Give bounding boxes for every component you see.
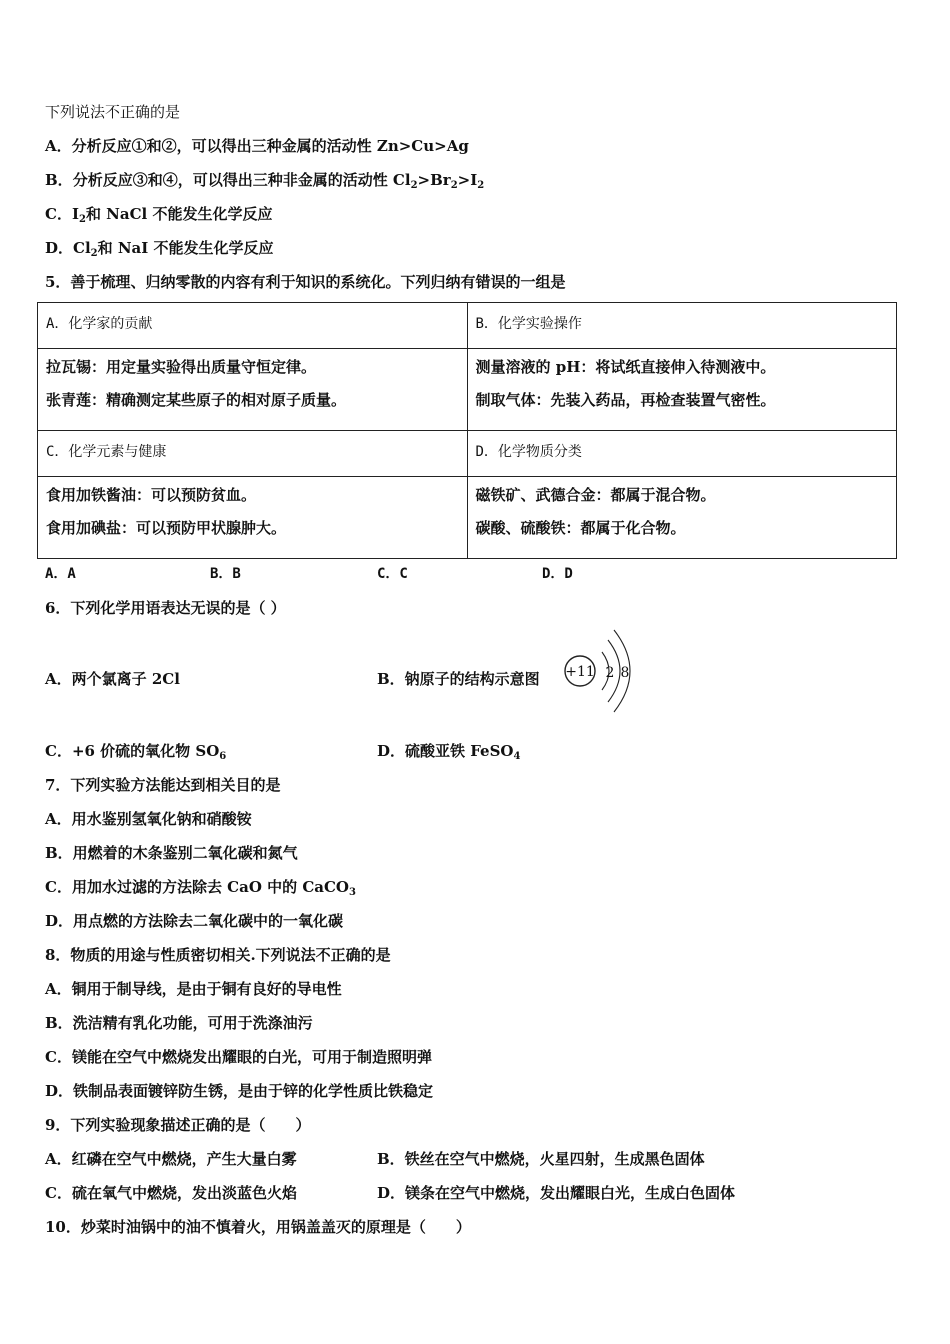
q5-a-line2: 张青莲：精确测定某些原子的相对原子质量。 bbox=[46, 391, 347, 409]
q4-option-b-mid: >Br bbox=[417, 171, 451, 189]
q7-stem: 7．下列实验方法能达到相关目的是 bbox=[45, 776, 281, 794]
q4-option-b-sub1: 2 bbox=[410, 180, 418, 191]
q5-cell-d-body bbox=[467, 477, 897, 559]
q6-stem: 6．下列化学用语表达无误的是（ ） bbox=[45, 599, 286, 617]
q5-cell-d-head bbox=[467, 431, 897, 477]
q5-cell-c-head bbox=[38, 431, 468, 477]
q9-option-b: B．铁丝在空气中燃烧，火星四射，生成黑色固体 bbox=[377, 1150, 705, 1168]
q4-option-d bbox=[45, 238, 274, 258]
q4-option-b-text: 分析反应③和④，可以得出三种非金属的活动性 Cl bbox=[72, 171, 411, 189]
q4-option-a-label: A． bbox=[45, 137, 72, 155]
q5-b-line2: 制取气体：先装入药品，再检查装置气密性。 bbox=[475, 391, 776, 409]
q5-c-line1: 食用加铁酱油：可以预防贫血。 bbox=[46, 486, 257, 504]
q4-option-b bbox=[45, 170, 484, 190]
q7-option-a: A．用水鉴别氢氧化钠和硝酸铵 bbox=[45, 810, 252, 828]
q4-option-d-pre: Cl bbox=[73, 239, 91, 257]
q5-b-head: B．化学实验操作 bbox=[475, 316, 582, 332]
q8-stem: 8．物质的用途与性质密切相关.下列说法不正确的是 bbox=[45, 946, 391, 964]
q5-cell-a-body bbox=[38, 349, 468, 431]
q4-option-c-pre: I bbox=[71, 205, 79, 223]
q5-cell-a-head bbox=[38, 303, 468, 349]
sodium-atom-diagram bbox=[558, 628, 638, 714]
q4-option-c bbox=[45, 204, 272, 224]
q4-option-b-sub3: 2 bbox=[477, 180, 485, 191]
q6-option-c-text: C．+6 价硫的氧化物 SO bbox=[45, 742, 220, 760]
q10-stem: 10．炒菜时油锅中的油不慎着火，用锅盖盖灭的原理是（ ） bbox=[45, 1218, 471, 1236]
q5-option-b: B．B bbox=[210, 566, 241, 582]
q5-d-head: D．化学物质分类 bbox=[475, 444, 582, 460]
q6-option-c-sub: 6 bbox=[219, 751, 227, 762]
q7-option-c-sub: 3 bbox=[349, 887, 356, 898]
q4-option-b-sub2: 2 bbox=[450, 180, 458, 191]
q5-option-c: C．C bbox=[377, 566, 408, 582]
q4-option-b-label: B． bbox=[45, 171, 73, 189]
q5-table bbox=[37, 302, 897, 559]
q6-option-a: A．两个氯离子 2Cl bbox=[45, 670, 180, 688]
q4-option-d-sub: 2 bbox=[90, 248, 98, 259]
q5-option-d: D．D bbox=[542, 566, 573, 582]
q8-option-a: A．铜用于制导线，是由于铜有良好的导电性 bbox=[45, 980, 342, 998]
q4-option-b-mid2: >I bbox=[457, 171, 478, 189]
q4-option-a-text: 分析反应①和②，可以得出三种金属的活动性 Zn>Cu>Ag bbox=[71, 137, 469, 155]
q4-option-c-sub: 2 bbox=[78, 214, 86, 225]
shell2-electrons: 8 bbox=[620, 665, 630, 681]
q6-option-b: B．钠原子的结构示意图 bbox=[377, 670, 540, 688]
q8-option-b: B．洗洁精有乳化功能，可用于洗涤油污 bbox=[45, 1014, 313, 1032]
q9-option-a: A．红磷在空气中燃烧，产生大量白雾 bbox=[45, 1150, 297, 1168]
q4-stem: 下列说法不正确的是 bbox=[45, 103, 181, 121]
q5-cell-c-body bbox=[38, 477, 468, 559]
q9-option-c: C．硫在氧气中燃烧，发出淡蓝色火焰 bbox=[45, 1184, 297, 1202]
q4-option-a bbox=[45, 136, 469, 156]
q7-option-c-text: C．用加水过滤的方法除去 CaO 中的 CaCO bbox=[45, 878, 349, 896]
q5-d-line1: 磁铁矿、武德合金：都属于混合物。 bbox=[475, 486, 716, 504]
q5-b-line1: 测量溶液的 pH：将试纸直接伸入待测液中。 bbox=[475, 358, 776, 376]
q5-cell-b-body bbox=[467, 349, 897, 431]
q7-option-d: D．用点燃的方法除去二氧化碳中的一氧化碳 bbox=[45, 912, 344, 930]
q6-option-d-sub: 4 bbox=[513, 751, 521, 762]
q9-option-d: D．镁条在空气中燃烧，发出耀眼白光，生成白色固体 bbox=[377, 1184, 736, 1202]
q4-option-d-label: D． bbox=[45, 239, 74, 257]
q6-option-d-text: D．硫酸亚铁 FeSO bbox=[377, 742, 514, 760]
q4-option-c-post: 和 NaCl 不能发生化学反应 bbox=[85, 205, 273, 223]
q5-cell-b-head bbox=[467, 303, 897, 349]
q5-c-head: C．化学元素与健康 bbox=[46, 444, 167, 460]
q6-option-d bbox=[377, 741, 520, 761]
q7-option-b: B．用燃着的木条鉴别二氧化碳和氮气 bbox=[45, 844, 298, 862]
q5-c-line2: 食用加碘盐：可以预防甲状腺肿大。 bbox=[46, 519, 287, 537]
q5-a-line1: 拉瓦锡：用定量实验得出质量守恒定律。 bbox=[46, 358, 317, 376]
q6-option-c bbox=[45, 741, 226, 761]
q5-option-a: A．A bbox=[45, 566, 76, 582]
q5-d-line2: 碳酸、硫酸铁：都属于化合物。 bbox=[475, 519, 686, 537]
q7-option-c bbox=[45, 877, 356, 897]
q8-option-d: D．铁制品表面镀锌防生锈，是由于锌的化学性质比铁稳定 bbox=[45, 1082, 434, 1100]
shell1-electrons: 2 bbox=[605, 665, 615, 681]
q5-stem: 5．善于梳理、归纳零散的内容有利于知识的系统化。下列归纳有错误的一组是 bbox=[45, 273, 566, 291]
q4-option-c-label: C． bbox=[45, 205, 72, 223]
nucleus-charge: +11 bbox=[565, 664, 595, 680]
q5-a-head: A．化学家的贡献 bbox=[46, 316, 153, 332]
q4-option-d-post: 和 NaI 不能发生化学反应 bbox=[97, 239, 274, 257]
q9-stem: 9．下列实验现象描述正确的是（ ） bbox=[45, 1116, 311, 1134]
q8-option-c: C．镁能在空气中燃烧发出耀眼的白光，可用于制造照明弹 bbox=[45, 1048, 432, 1066]
